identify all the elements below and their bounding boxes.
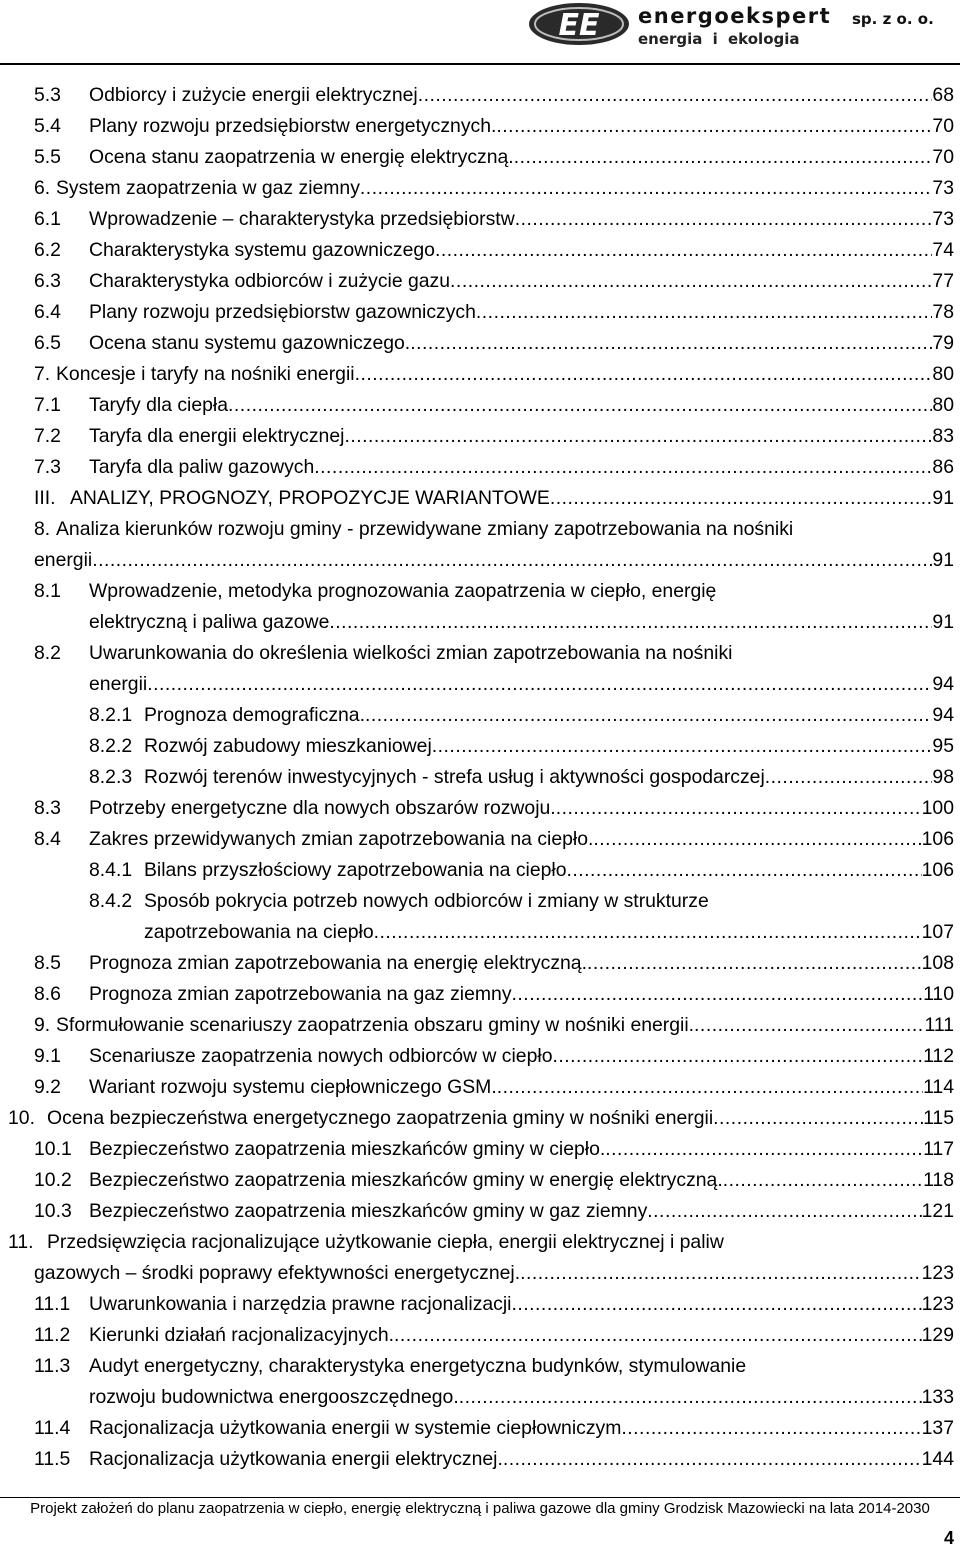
toc-entry-title: Bezpieczeństwo zaopatrzenia mieszkańców gminy w ciepło. xyxy=(89,1138,606,1160)
toc-entry-title-cont: gazowych – środki poprawy efektywności energetycznej. xyxy=(34,1262,521,1284)
toc-entry-page: 106 xyxy=(921,828,954,850)
logo-letters: EE xyxy=(558,8,600,43)
toc-entry[interactable] xyxy=(0,886,960,917)
table-of-contents xyxy=(0,80,960,1475)
toc-entry-page: 86 xyxy=(932,456,954,478)
toc-entry[interactable] xyxy=(0,359,960,390)
dot-leader xyxy=(147,669,932,700)
toc-entry-title: Przedsięwzięcia racjonalizujące użytkowanie ciepła, energii elektrycznej i paliw xyxy=(47,1231,724,1253)
toc-entry-number: 8.2 xyxy=(34,642,61,664)
toc-entry[interactable] xyxy=(0,1103,960,1134)
toc-entry[interactable] xyxy=(0,731,960,762)
dot-leader xyxy=(360,173,933,204)
toc-entry-number: 6.4 xyxy=(34,301,61,323)
toc-entry-number: 8.4.1 xyxy=(89,859,133,881)
toc-entry-page: 112 xyxy=(923,1045,954,1067)
toc-entry-title-cont: energii xyxy=(34,549,93,571)
dot-leader xyxy=(694,1010,924,1041)
page-header xyxy=(0,0,960,66)
dot-leader xyxy=(435,235,932,266)
toc-entry-page: 80 xyxy=(932,394,954,416)
toc-entry-number: 6.3 xyxy=(34,270,61,292)
energoekspert-logo xyxy=(527,2,631,46)
toc-entry-number: 8.2.2 xyxy=(89,735,133,757)
toc-entry-continuation[interactable] xyxy=(0,545,960,576)
toc-entry-number: 8.2.1 xyxy=(89,704,133,726)
toc-entry-page: 78 xyxy=(932,301,954,323)
toc-entry[interactable] xyxy=(0,266,960,297)
footer-rule xyxy=(0,1497,960,1498)
toc-entry-page: 115 xyxy=(923,1107,954,1129)
dot-leader xyxy=(92,545,932,576)
toc-entry-title: Kierunki działań racjonalizacyjnych. xyxy=(89,1324,395,1346)
toc-entry-page: 91 xyxy=(932,611,954,633)
toc-entry-number: 5.4 xyxy=(34,115,61,137)
toc-entry-number: 11. xyxy=(8,1231,34,1253)
toc-entry-number: 8.1 xyxy=(34,580,61,602)
dot-leader xyxy=(605,1134,923,1165)
toc-entry-number: 11.3 xyxy=(34,1355,71,1377)
toc-entry-title: Rozwój terenów inwestycyjnych - strefa usług i aktywności gospodarczej xyxy=(144,766,765,788)
toc-entry-title: Plany rozwoju przedsiębiorstw energetycznych. xyxy=(89,115,497,137)
dot-leader xyxy=(556,793,922,824)
toc-entry[interactable] xyxy=(0,855,960,886)
toc-entry-page: 79 xyxy=(932,332,954,354)
toc-entry-number: 8.4.2 xyxy=(89,890,133,912)
toc-entry-number: 11.5 xyxy=(34,1448,71,1470)
toc-entry-number: 8. xyxy=(34,518,51,540)
brand-tagline: energia i ekologia xyxy=(638,30,800,48)
toc-entry-title: ANALIZY, PROGNOZY, PROPOZYCJE WARIANTOWE xyxy=(70,487,550,509)
toc-entry-number: 5.5 xyxy=(34,146,61,168)
dot-leader xyxy=(512,1289,922,1320)
toc-entry-page: 70 xyxy=(932,115,954,137)
toc-entry-title-cont: elektryczną i paliwa gazowe xyxy=(89,611,330,633)
toc-entry-number: 8.5 xyxy=(34,952,61,974)
toc-entry-number: 10.3 xyxy=(34,1200,72,1222)
toc-entry-number: 9. xyxy=(34,1014,51,1036)
toc-entry-title: Charakterystyka systemu gazowniczego xyxy=(89,239,435,261)
toc-entry-page: 98 xyxy=(932,766,954,788)
dot-leader xyxy=(587,948,922,979)
toc-entry-page: 94 xyxy=(932,704,954,726)
toc-entry-title: Taryfa dla energii elektrycznej xyxy=(89,425,345,447)
toc-entry[interactable] xyxy=(0,700,960,731)
toc-entry[interactable] xyxy=(0,1072,960,1103)
toc-entry-continuation[interactable] xyxy=(0,917,960,948)
toc-entry-page: 144 xyxy=(921,1448,954,1470)
toc-entry-title: Analiza kierunków rozwoju gminy - przewidywane zmiany zapotrzebowania na nośniki xyxy=(56,518,794,540)
toc-entry[interactable] xyxy=(0,297,960,328)
dot-leader xyxy=(496,111,932,142)
toc-entry-page: 73 xyxy=(932,177,954,199)
toc-entry[interactable] xyxy=(0,1227,960,1258)
toc-entry-page: 68 xyxy=(932,84,954,106)
dot-leader xyxy=(365,700,932,731)
toc-entry-page: 117 xyxy=(923,1138,954,1160)
dot-leader xyxy=(713,1103,923,1134)
toc-entry-page: 108 xyxy=(921,952,954,974)
dot-leader xyxy=(550,483,933,514)
toc-entry-page: 100 xyxy=(921,797,954,819)
toc-entry-number: 9.2 xyxy=(34,1076,61,1098)
company-suffix: sp. z o. o. xyxy=(852,10,934,28)
toc-entry-page: 110 xyxy=(923,983,954,1005)
dot-leader xyxy=(647,1196,921,1227)
toc-entry-page: 80 xyxy=(932,363,954,385)
toc-entry-page: 133 xyxy=(921,1386,954,1408)
dot-leader xyxy=(459,1382,922,1413)
toc-entry-title: Ocena bezpieczeństwa energetycznego zaopatrzenia gminy w nośniki energii xyxy=(47,1107,714,1129)
toc-entry[interactable] xyxy=(0,1165,960,1196)
toc-entry-number: 6.5 xyxy=(34,332,61,354)
toc-entry-title: Audyt energetyczny, charakterystyka energetyczna budynków, stymulowanie xyxy=(89,1355,747,1377)
toc-entry-page: 123 xyxy=(921,1293,954,1315)
dot-leader xyxy=(374,917,922,948)
toc-entry[interactable] xyxy=(0,421,960,452)
toc-entry-continuation[interactable] xyxy=(0,1258,960,1289)
toc-entry-title: Odbiorcy i zużycie energii elektrycznej xyxy=(89,84,418,106)
toc-entry-number: 11.1 xyxy=(34,1293,71,1315)
toc-entry[interactable] xyxy=(0,204,960,235)
toc-entry-number: 8.3 xyxy=(34,797,61,819)
toc-entry-title: Racjonalizacja użytkowania energii elektrycznej. xyxy=(89,1448,503,1470)
toc-entry-title: Bezpieczeństwo zaopatrzenia mieszkańców gminy w energię elektryczną. xyxy=(89,1169,723,1191)
toc-entry[interactable] xyxy=(0,1289,960,1320)
toc-entry-page: 121 xyxy=(921,1200,954,1222)
toc-entry-number: 6. xyxy=(34,177,51,199)
toc-entry[interactable] xyxy=(0,1196,960,1227)
toc-entry-number: 9.1 xyxy=(34,1045,61,1067)
toc-entry-page: 111 xyxy=(924,1014,954,1036)
dot-leader xyxy=(593,824,921,855)
toc-entry[interactable] xyxy=(0,948,960,979)
toc-entry-number: 7.1 xyxy=(34,394,61,416)
dot-leader xyxy=(515,204,933,235)
toc-entry-page: 94 xyxy=(932,673,954,695)
toc-entry-continuation[interactable] xyxy=(0,607,960,638)
dot-leader xyxy=(355,359,933,390)
toc-entry-page: 118 xyxy=(923,1169,954,1191)
toc-entry[interactable] xyxy=(0,979,960,1010)
toc-entry-title: Ocena stanu zaopatrzenia w energię elektryczną. xyxy=(89,146,514,168)
dot-leader xyxy=(450,266,932,297)
toc-entry-title: Ocena stanu systemu gazowniczego. xyxy=(89,332,411,354)
dot-leader xyxy=(514,142,933,173)
toc-entry-title: Uwarunkowania do określenia wielkości zmian zapotrzebowania na nośniki xyxy=(89,642,733,664)
toc-entry-page: 129 xyxy=(921,1324,954,1346)
toc-entry-title: Wariant rozwoju systemu ciepłowniczego GSM. xyxy=(89,1076,497,1098)
toc-entry-title: Bezpieczeństwo zaopatrzenia mieszkańców gminy w gaz ziemny xyxy=(89,1200,648,1222)
toc-entry-page: 106 xyxy=(921,859,954,881)
toc-entry[interactable] xyxy=(0,328,960,359)
toc-entry-title: Sformułowanie scenariuszy zaopatrzenia obszaru gminy w nośniki energii. xyxy=(56,1014,695,1036)
toc-entry-title: Koncesje i taryfy na nośniki energii xyxy=(56,363,355,385)
toc-entry-page: 91 xyxy=(932,549,954,571)
toc-entry[interactable] xyxy=(0,1351,960,1382)
toc-entry-page: 73 xyxy=(932,208,954,230)
dot-leader xyxy=(723,1165,923,1196)
toc-entry-number: 7.2 xyxy=(34,425,61,447)
dot-leader xyxy=(418,80,933,111)
toc-entry-title: Zakres przewidywanych zmian zapotrzebowania na ciepło. xyxy=(89,828,594,850)
toc-entry-title: System zaopatrzenia w gaz ziemny xyxy=(56,177,360,199)
page-number: 4 xyxy=(943,1528,954,1548)
dot-leader xyxy=(552,1041,923,1072)
toc-entry-page: 137 xyxy=(921,1417,954,1439)
toc-entry[interactable] xyxy=(0,1010,960,1041)
toc-entry-title: Bilans przyszłościowy zapotrzebowania na ciepło xyxy=(144,859,567,881)
footer-text: Projekt założeń do planu zaopatrzenia w ciepło, energię elektryczną i paliwa gazowe dla gminy Grodzisk Mazowiecki na lata 2014-2030 xyxy=(30,1500,930,1517)
toc-entry-title: Plany rozwoju przedsiębiorstw gazowniczych xyxy=(89,301,476,323)
toc-entry-number: 6.2 xyxy=(34,239,61,261)
toc-entry-number: 10. xyxy=(8,1107,35,1129)
dot-leader xyxy=(432,731,933,762)
toc-entry-number: 7.3 xyxy=(34,456,61,478)
toc-entry-number: 11.4 xyxy=(34,1417,71,1439)
toc-entry-title: Taryfy dla ciepła xyxy=(89,394,229,416)
toc-entry-title-cont: energii xyxy=(89,673,148,695)
dot-leader xyxy=(329,607,932,638)
dot-leader xyxy=(512,979,924,1010)
toc-entry-title: Prognoza zmian zapotrzebowania na energię elektryczną. xyxy=(89,952,587,974)
toc-entry[interactable] xyxy=(0,173,960,204)
toc-entry-title: Racjonalizacja użytkowania energii w systemie ciepłowniczym xyxy=(89,1417,622,1439)
toc-entry-continuation[interactable] xyxy=(0,669,960,700)
toc-entry[interactable] xyxy=(0,111,960,142)
dot-leader xyxy=(497,1072,923,1103)
toc-entry[interactable] xyxy=(0,1134,960,1165)
toc-entry[interactable] xyxy=(0,80,960,111)
toc-entry-continuation[interactable] xyxy=(0,1382,960,1413)
toc-entry-page: 74 xyxy=(932,239,954,261)
toc-entry-title: Wprowadzenie – charakterystyka przedsiębiorstw xyxy=(89,208,515,230)
toc-entry-title-cont: rozwoju budownictwa energooszczędnego. xyxy=(89,1386,459,1408)
toc-entry[interactable] xyxy=(0,483,960,514)
toc-entry-number: 6.1 xyxy=(34,208,61,230)
dot-leader xyxy=(394,1320,922,1351)
toc-entry[interactable] xyxy=(0,762,960,793)
toc-entry-page: 123 xyxy=(921,1262,954,1284)
toc-entry-number: 7. xyxy=(34,363,51,385)
dot-leader xyxy=(344,421,932,452)
toc-entry-title: Charakterystyka odbiorców i zużycie gazu xyxy=(89,270,451,292)
toc-entry-page: 77 xyxy=(932,270,954,292)
toc-entry[interactable] xyxy=(0,793,960,824)
toc-entry[interactable] xyxy=(0,452,960,483)
toc-entry-number: 5.3 xyxy=(34,84,61,106)
toc-entry[interactable] xyxy=(0,390,960,421)
toc-entry-title: Rozwój zabudowy mieszkaniowej xyxy=(144,735,432,757)
toc-entry-title: Wprowadzenie, metodyka prognozowania zaopatrzenia w ciepło, energię xyxy=(89,580,717,602)
toc-entry[interactable] xyxy=(0,1444,960,1475)
toc-entry-title: Sposób pokrycia potrzeb nowych odbiorców i zmiany w strukturze xyxy=(144,890,709,912)
dot-leader xyxy=(765,762,933,793)
dot-leader xyxy=(567,855,922,886)
toc-entry-number: 8.4 xyxy=(34,828,61,850)
dot-leader xyxy=(410,328,932,359)
toc-entry-number: 11.2 xyxy=(34,1324,71,1346)
toc-entry-page: 83 xyxy=(932,425,954,447)
toc-entry-title: Prognoza demograficzna. xyxy=(144,704,365,726)
toc-entry-number: 10.1 xyxy=(34,1138,72,1160)
toc-entry-number: 8.6 xyxy=(34,983,61,1005)
toc-entry-page: 70 xyxy=(932,146,954,168)
toc-entry-title-cont: zapotrzebowania na ciepło xyxy=(144,921,374,943)
toc-entry[interactable] xyxy=(0,235,960,266)
toc-entry-page: 91 xyxy=(932,487,954,509)
toc-entry-number: 10.2 xyxy=(34,1169,72,1191)
dot-leader xyxy=(621,1413,921,1444)
toc-entry-title: Scenariusze zaopatrzenia nowych odbiorców w ciepło xyxy=(89,1045,553,1067)
toc-entry-title: Prognoza zmian zapotrzebowania na gaz ziemny xyxy=(89,983,512,1005)
toc-entry-number: 8.2.3 xyxy=(89,766,133,788)
toc-entry-page: 95 xyxy=(932,735,954,757)
dot-leader xyxy=(476,297,933,328)
toc-entry-number: III. xyxy=(34,487,56,509)
toc-entry[interactable] xyxy=(0,142,960,173)
toc-entry[interactable] xyxy=(0,514,960,545)
toc-entry[interactable] xyxy=(0,824,960,855)
brand-name: energoekspert xyxy=(638,4,832,28)
toc-entry[interactable] xyxy=(0,1413,960,1444)
toc-entry[interactable] xyxy=(0,1041,960,1072)
toc-entry-title: Uwarunkowania i narzędzia prawne racjonalizacji xyxy=(89,1293,512,1315)
dot-leader xyxy=(520,1258,922,1289)
header-rule xyxy=(0,63,960,65)
toc-entry-title: Potrzeby energetyczne dla nowych obszarów rozwoju. xyxy=(89,797,556,819)
dot-leader xyxy=(314,452,932,483)
dot-leader xyxy=(228,390,932,421)
toc-entry[interactable] xyxy=(0,638,960,669)
toc-entry[interactable] xyxy=(0,1320,960,1351)
toc-entry-title: Taryfa dla paliw gazowych xyxy=(89,456,315,478)
toc-entry[interactable] xyxy=(0,576,960,607)
dot-leader xyxy=(503,1444,922,1475)
toc-entry-page: 107 xyxy=(921,921,954,943)
toc-entry-page: 114 xyxy=(923,1076,954,1098)
